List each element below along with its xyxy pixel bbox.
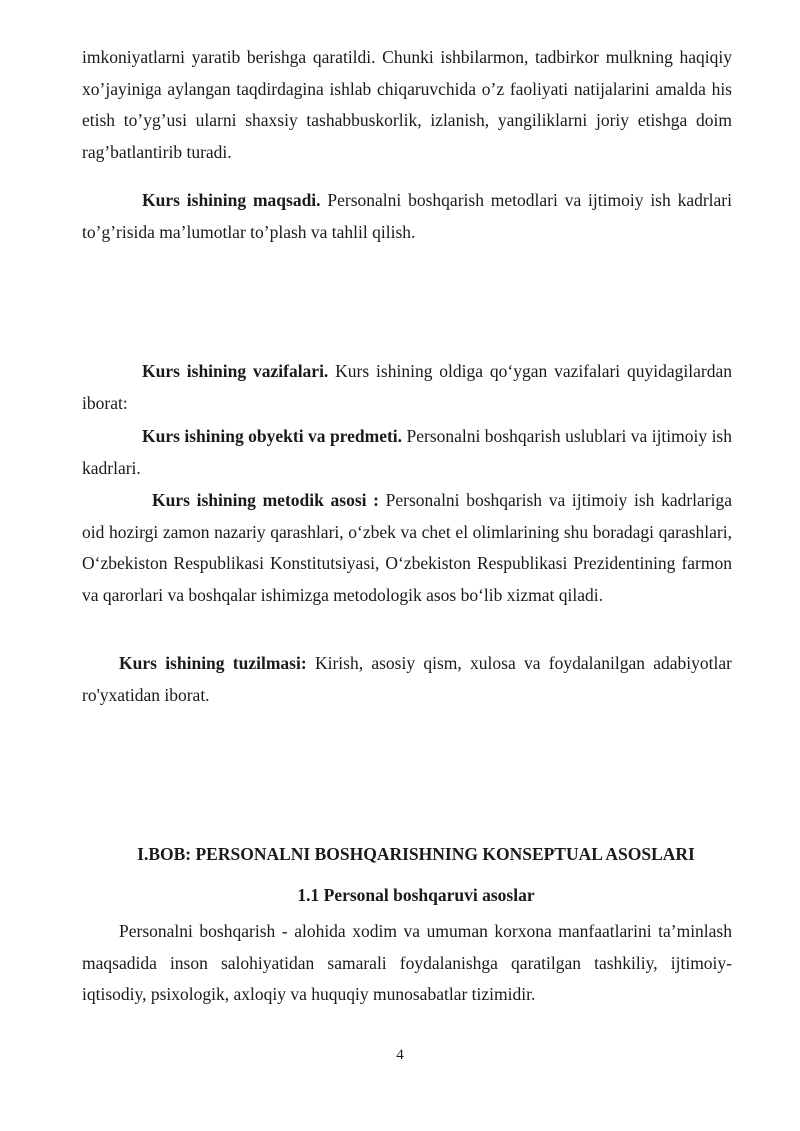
- object-label: Kurs ishining obyekti va predmeti.: [142, 426, 403, 446]
- section-title: 1.1 Personal boshqaruvi asoslar: [297, 885, 535, 905]
- chapter-title: I.BOB: PERSONALNI BOSHQARISHNING KONSEPTUAL ASOSLARI: [137, 844, 695, 864]
- structure-text: Kirish, asosiy qism, xulosa va foydalanilgan adabiyotlar ro'yxatidan iborat.: [82, 653, 732, 705]
- object-text: Personalni boshqarish uslublari va ijtimoiy ish kadrlari.: [82, 426, 732, 478]
- structure-paragraph: [82, 648, 732, 711]
- method-paragraph: [82, 485, 732, 611]
- goal-paragraph: [82, 185, 732, 248]
- method-label: Kurs ishining metodik asosi :: [152, 490, 379, 510]
- method-text: Personalni boshqarish va ijtimoiy ish kadrlariga oid hozirgi zamon nazariy qarashlari, o‘zbek va chet el olimlarining shu boradagi qarashlari, O‘zbekiston Respublikasi Konstitutsiyasi, O‘zbekiston Respublikasi Prezidentining farmon va qarorlari va boshqalar ishimizga metodologik asos bo‘lib xizmat qiladi.: [82, 490, 732, 605]
- tasks-text: Kurs ishining oldiga qo‘ygan vazifalari quyidagilardan iborat:: [82, 361, 732, 413]
- goal-text: Personalni boshqarish metodlari va ijtimoiy ish kadrlari to’g’risida ma’lumotlar to’plash va tahlil qilish.: [82, 190, 732, 242]
- page-number: 4: [396, 1047, 404, 1063]
- tasks-label: Kurs ishining vazifalari.: [142, 361, 329, 381]
- intro-text: imkoniyatlarni yaratib berishga qaratildi. Chunki ishbilarmon, tadbirkor mulkning haqiqiy xo’jayiniga aylangan taqdirdagina ishlab chiqaruvchida o’z faoliyati natijalarini amalda his etish to’yg’usi ularni shaxsiy tashabbuskorlik, izlanish, yangiliklarni joriy etishga doim rag’batlantirib turadi.: [82, 47, 732, 162]
- tasks-paragraph: [82, 356, 732, 419]
- definition-text: Personalni boshqarish - alohida xodim va umuman korxona manfaatlarini ta’minlash maqsadida inson salohiyatidan samarali foydalanishga qaratilgan tashkiliy, ijtimoiy-iqtisodiy, psixologik, axloqiy va huquqiy munosabatlar tizimidir.: [82, 921, 732, 1004]
- structure-label: Kurs ishining tuzilmasi:: [119, 653, 307, 673]
- intro-paragraph: [82, 42, 732, 168]
- definition-paragraph: [82, 916, 732, 1011]
- goal-label: Kurs ishining maqsadi.: [142, 190, 321, 210]
- object-paragraph: [82, 421, 732, 484]
